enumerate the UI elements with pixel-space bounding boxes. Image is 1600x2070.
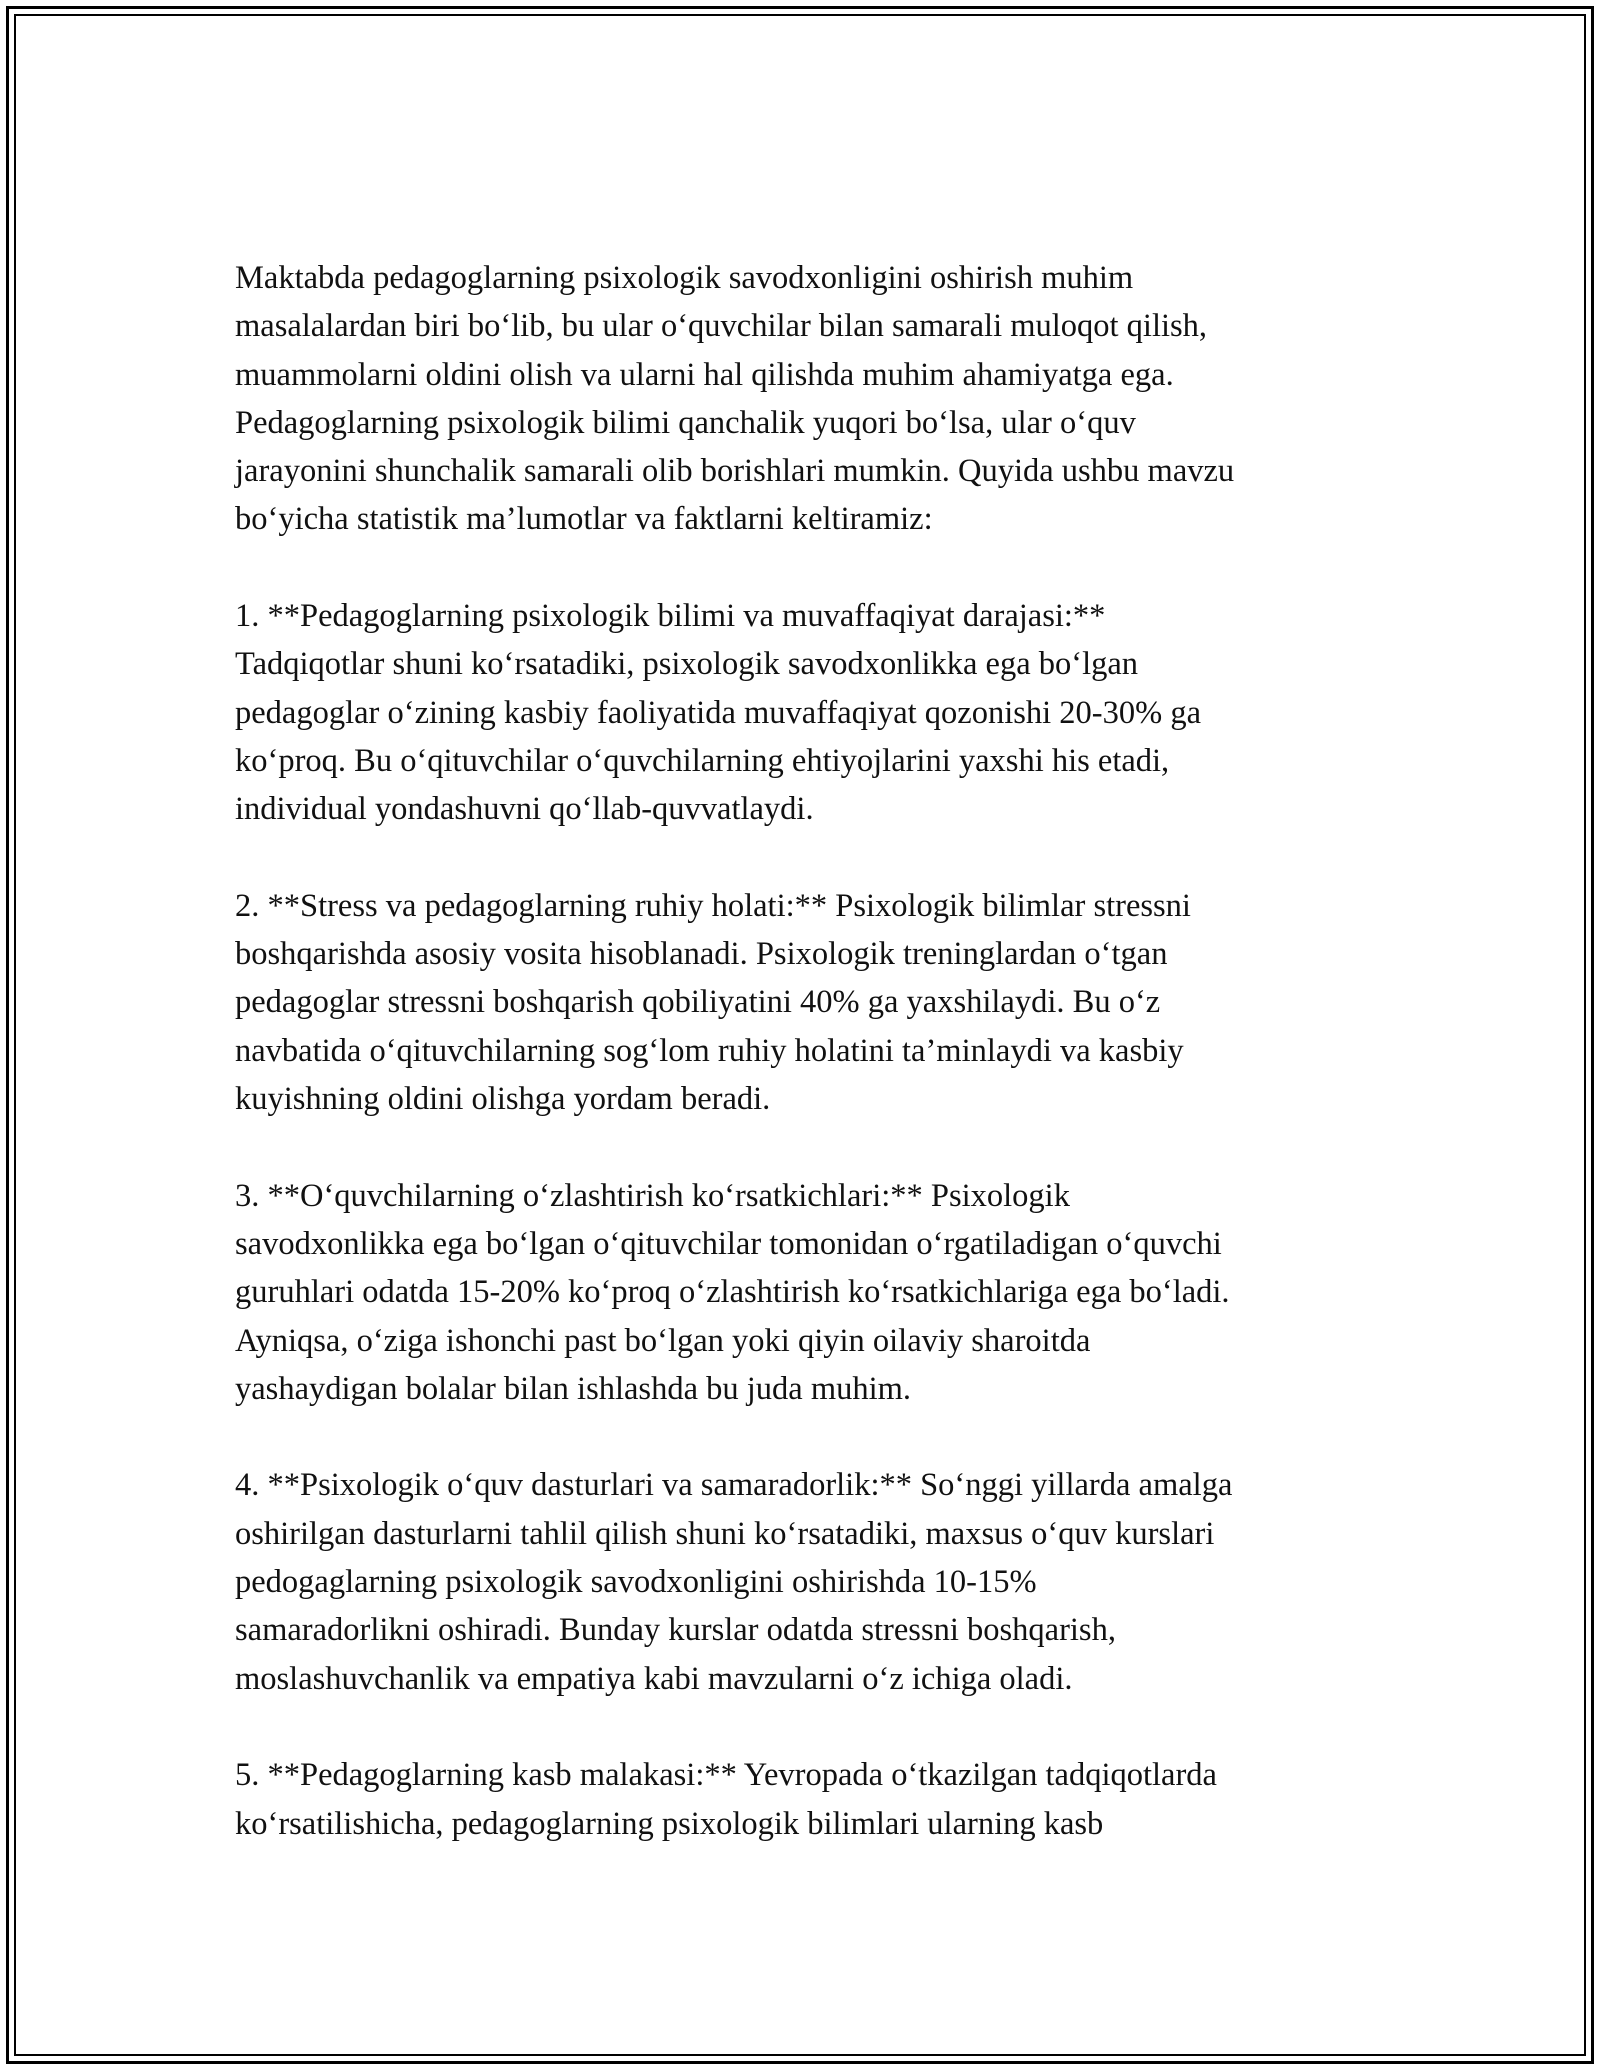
- text-line: yashaydigan bolalar bilan ishlashda bu juda muhim.: [235, 1370, 912, 1407]
- text-line: ko‘rsatilishicha, pedagoglarning psixologik bilimlari ularning kasb: [235, 1805, 1104, 1842]
- text-line: guruhlari odatda 15-20% ko‘proq o‘zlashtirish ko‘rsatkichlariga ega bo‘ladi.: [235, 1274, 1230, 1311]
- text-line: bo‘yicha statistik ma’lumotlar va faktlarni keltiramiz:: [235, 501, 933, 538]
- text-line: pedagoglar stressni boshqarish qobiliyatini 40% ga yaxshilaydi. Bu o‘z: [235, 984, 1161, 1021]
- text-line: individual yondashuvni qo‘llab-quvvatlaydi.: [235, 791, 814, 828]
- text-line: Tadqiqotlar shuni ko‘rsatadiki, psixologik savodxonlikka ega bo‘lgan: [235, 646, 1139, 683]
- paragraph: [235, 1172, 1375, 1413]
- text-line: 2. **Stress va pedagoglarning ruhiy holati:** Psixologik bilimlar stressni: [235, 887, 1191, 924]
- paragraph: [235, 592, 1375, 833]
- paragraph: [235, 1751, 1375, 1848]
- text-line: masalalardan biri bo‘lib, bu ular o‘quvchilar bilan samarali muloqot qilish,: [235, 308, 1208, 345]
- text-line: 5. **Pedagoglarning kasb malakasi:** Yevropada o‘tkazilgan tadqiqotlarda: [235, 1757, 1217, 1794]
- text-line: samaradorlikni oshiradi. Bunday kurslar odatda stressni boshqarish,: [235, 1612, 1116, 1649]
- text-line: Pedagoglarning psixologik bilimi qanchalik yuqori bo‘lsa, ular o‘quv: [235, 404, 1136, 441]
- paragraph: [235, 1461, 1375, 1702]
- text-line: ko‘proq. Bu o‘qituvchilar o‘quvchilarning ehtiyojlarini yaxshi his etadi,: [235, 742, 1170, 779]
- text-line: moslashuvchanlik va empatiya kabi mavzularni o‘z ichiga oladi.: [235, 1660, 1073, 1697]
- document-body: [235, 254, 1375, 1848]
- text-line: Ayniqsa, o‘ziga ishonchi past bo‘lgan yoki qiyin oilaviy sharoitda: [235, 1322, 1091, 1359]
- text-line: boshqarishda asosiy vosita hisoblanadi. Psixologik treninglardan o‘tgan: [235, 936, 1168, 973]
- text-line: 4. **Psixologik o‘quv dasturlari va samaradorlik:** So‘nggi yillarda amalga: [235, 1467, 1233, 1504]
- paragraph: [235, 254, 1375, 544]
- text-line: muammolarni oldini olish va ularni hal qilishda muhim ahamiyatga ega.: [235, 356, 1174, 393]
- text-line: pedagoglar o‘zining kasbiy faoliyatida muvaffaqiyat qozonishi 20-30% ga: [235, 694, 1202, 731]
- text-line: jarayonini shunchalik samarali olib borishlari mumkin. Quyida ushbu mavzu: [235, 453, 1235, 490]
- text-line: 1. **Pedagoglarning psixologik bilimi va muvaffaqiyat darajasi:**: [235, 598, 1106, 635]
- text-line: oshirilgan dasturlarni tahlil qilish shuni ko‘rsatadiki, maxsus o‘quv kurslari: [235, 1515, 1215, 1552]
- text-line: kuyishning oldini olishga yordam beradi.: [235, 1081, 771, 1118]
- text-line: Maktabda pedagoglarning psixologik savodxonligini oshirish muhim: [235, 260, 1134, 296]
- paragraph: [235, 882, 1375, 1123]
- text-line: pedogaglarning psixologik savodxonligini oshirishda 10-15%: [235, 1564, 1037, 1601]
- text-line: savodxonlikka ega bo‘lgan o‘qituvchilar tomonidan o‘rgatiladigan o‘quvchi: [235, 1225, 1222, 1262]
- text-line: navbatida o‘qituvchilarning sog‘lom ruhiy holatini ta’minlaydi va kasbiy: [235, 1032, 1184, 1069]
- text-line: 3. **O‘quvchilarning o‘zlashtirish ko‘rsatkichlari:** Psixologik: [235, 1177, 1070, 1214]
